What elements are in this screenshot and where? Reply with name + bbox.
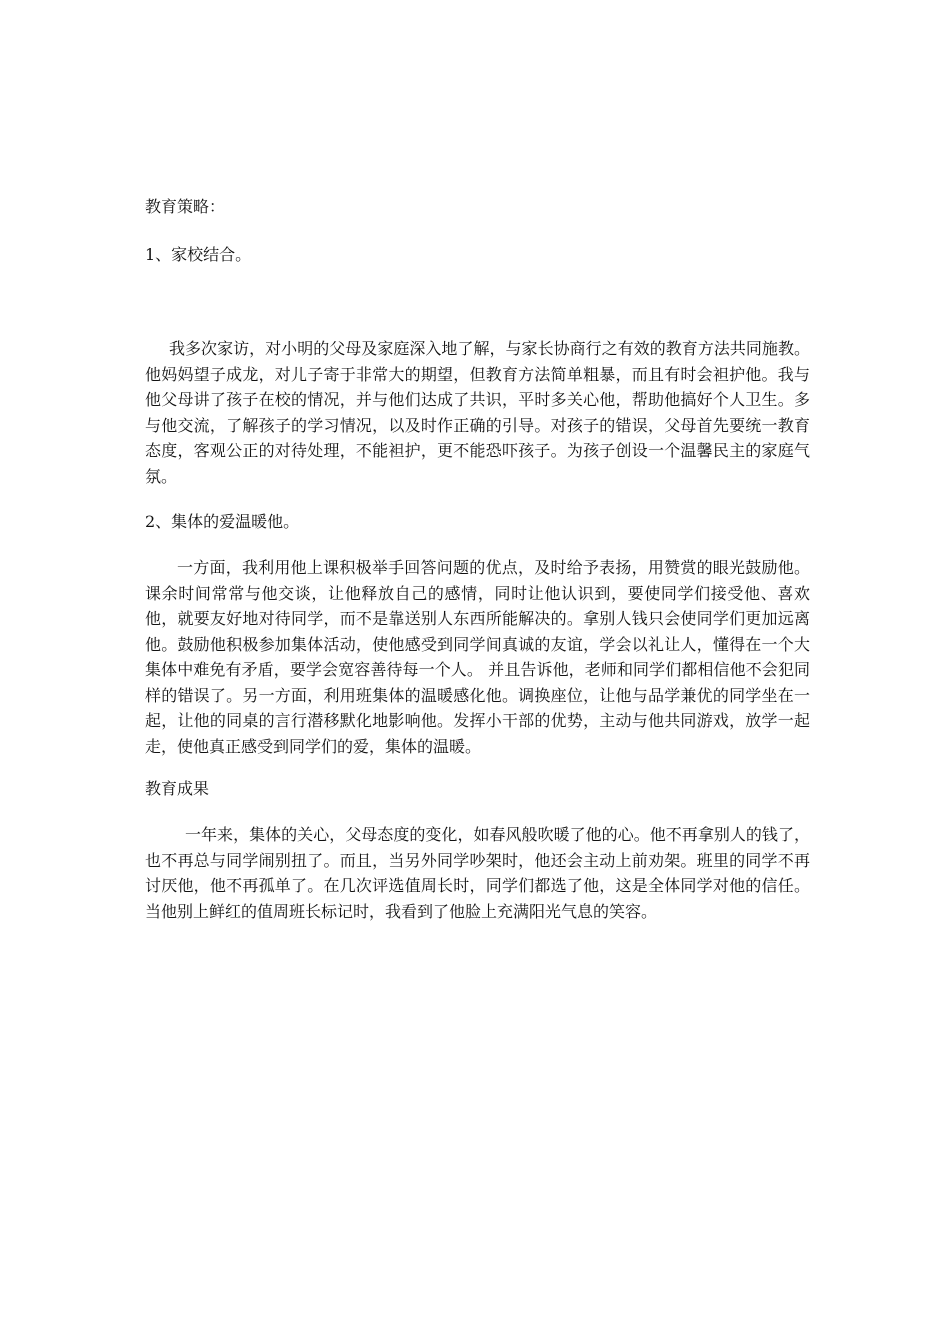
item1-title: 1、家校结合。 <box>145 245 252 264</box>
item2-title: 2、集体的爱温暖他。 <box>145 512 300 531</box>
result-paragraph: 一年来，集体的关心，父母态度的变化，如春风般吹暖了他的心。他不再拿别人的钱了，也不再总与同学闹别扭了。而且，当另外同学吵架时，他还会主动上前劝架。班里的同学不再讨厌他，他不再孤单了。在几次评选值周长时，同学们都选了他，这是全体同学对他的信任。当他别上鲜红的值周班长标记时，我看到了他脸上充满阳光气息的笑容。 <box>145 825 810 921</box>
item1-paragraph: 我多次家访，对小明的父母及家庭深入地了解，与家长协商行之有效的教育方法共同施教。他妈妈望子成龙，对儿子寄于非常大的期望，但教育方法简单粗暴，而且有时会袒护他。我与他父母讲了孩子在校的情况，并与他们达成了共识，平时多关心他，帮助他搞好个人卫生。多与他交流，了解孩子的学习情况，以及时作正确的引导。对孩子的错误，父母首先要统一教育态度，客观公正的对待处理，不能袒护，更不能恐吓孩子。为孩子创设一个温馨民主的家庭气氛。 <box>145 339 810 486</box>
strategy-heading: 教育策略： <box>145 197 226 216</box>
item2-paragraph: 一方面，我利用他上课积极举手回答问题的优点，及时给予表扬，用赞赏的眼光鼓励他。课余时间常常与他交谈，让他释放自己的感情，同时让他认识到，要使同学们接受他、喜欢他，就要友好地对待同学，而不是靠送别人东西所能解决的。拿别人钱只会使同学们更加远离他。鼓励他积极参加集体活动，使他感受到同学间真诚的友谊，学会以礼让人，懂得在一个大集体中难免有矛盾，要学会宽容善待每一个人。 并且告诉他，老师和同学们都相信他不会犯同样的错误了。另一方面，利用班集体的温暖感化他。调换座位，让他与品学兼优的同学坐在一起，让他的同桌的言行潜移默化地影响他。发挥小干部的优势，主动与他共同游戏，放学一起走，使他真正感受到同学们的爱，集体的温暖。 <box>145 558 810 756</box>
result-heading: 教育成果 <box>145 779 210 798</box>
